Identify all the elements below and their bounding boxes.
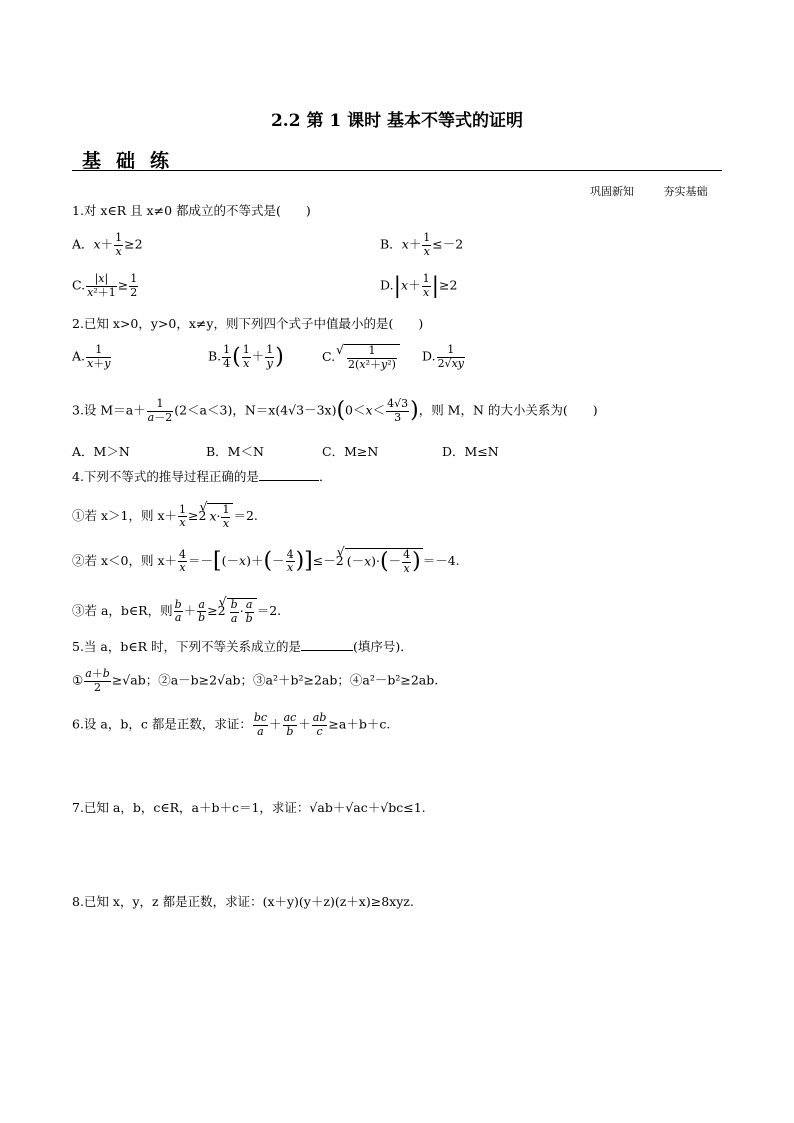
q1-c-label: C. <box>72 277 86 293</box>
q2-option-b: B. $\frac{1}{4}$ ( $\frac{1}{x}$ ＋ $\frac{1}{y}$ ) <box>208 343 284 370</box>
q5-items: ① $\frac{a+b}{2}$ ≥√ab；②a－b≥2√ab；③a²＋b²≥2ab；④a²－b²≥2ab. <box>72 667 439 694</box>
q4-stem-text: 4.下列不等式的推导过程正确的是 <box>72 469 259 484</box>
q4-item-3: ③若 a，b∈R，则 $\frac{b}{a}$ ＋ $\frac{a}{b}$ ≥2 √ $\frac{b}{a}$ · $\frac{a}{b}$ ＝2. <box>72 598 281 625</box>
q5-answer-blank[interactable] <box>301 640 353 651</box>
q3-option-d: D．M≤N <box>442 444 499 459</box>
q1-d-label: D. <box>380 277 394 293</box>
question-5-stem <box>72 640 413 654</box>
q4-item-1: ①若 x＞1，则 x＋ $\frac{1}{x}$ ≥2√ x· $\frac{1}{x}$ ＝2. <box>72 503 258 530</box>
q1-a-label: A． <box>72 236 94 252</box>
question-7-stem: 7.已知 a，b，c∈R，a＋b＋c＝1，求证：√ab＋√ac＋√bc≤1. <box>72 800 426 815</box>
tag-consolidate: 巩固新知 <box>590 185 634 198</box>
q5-items-text: ≥√ab；②a－b≥2√ab；③a²＋b²≥2ab；④a²－b²≥2ab. <box>111 672 439 688</box>
section-title: 基础练 <box>82 150 185 172</box>
q3-option-a: A．M＞N <box>72 444 130 459</box>
q3-stem-post: ，则 M，N 的大小关系为( ) <box>418 402 598 418</box>
tag-foundation: 夯实基础 <box>663 185 708 198</box>
q4-item2-pre: ②若 x＜0，则 x＋ <box>72 553 177 569</box>
section-header <box>72 146 722 171</box>
question-8-stem: 8.已知 x，y，z 都是正数，求证：(x＋y)(y＋z)(z＋x)≥8xyz. <box>72 894 414 909</box>
q2-d-label: D. <box>422 348 436 364</box>
q2-a-label: A. <box>72 348 86 364</box>
q1-option-c: C. $\frac{|x|}{\text{x²＋1}}$ ≥ $\frac{1}{2}$ <box>72 272 138 299</box>
q4-item-2: ②若 x＜0，则 x＋ $\frac{4}{x}$ ＝－[(－x)＋(－ $\frac{4}{x}$ )]≤－2√ (－x)·(－ $\frac{4}{x}$ ) ＝－4. <box>72 548 460 575</box>
q4-item3-pre: ③若 a，b∈R，则 <box>72 603 173 619</box>
q2-option-a: A. $\frac{1}{x+y}$ <box>72 343 111 370</box>
question-2-stem: 2.已知 x>0，y>0，x≠y，则下列四个式子中值最小的是( ) <box>72 316 424 331</box>
section-tags <box>590 183 708 199</box>
q2-option-c: C. √ $\frac{1}{\text{2(x²＋y²)}}$ <box>322 344 400 371</box>
q4-item1-pre: ①若 x＞1，则 x＋ <box>72 508 177 524</box>
q4-answer-blank[interactable] <box>259 470 319 481</box>
q6-stem-text: 6.设 a，b，c 都是正数，求证： <box>72 716 252 732</box>
question-6-stem: 6.设 a，b，c 都是正数，求证： $\frac{bc}{a}$ ＋ $\frac{ac}{b}$ ＋ $\frac{ab}{c}$ ≥a＋b＋c. <box>72 711 391 738</box>
page-title: 2.2 第 1 课时 基本不等式的证明 <box>270 111 524 131</box>
q2-c-label: C. <box>322 349 336 365</box>
q3-option-c: C．M≥N <box>322 444 379 459</box>
q2-b-label: B. <box>208 348 222 364</box>
q2-option-d: D. $\frac{1}{2√xy}$ <box>422 343 464 370</box>
question-1-stem: 1.对 x∈R 且 x≠0 都成立的不等式是( ) <box>72 203 311 218</box>
q5-stem-tail: (填序号)． <box>353 639 413 654</box>
q6-tail: ≥a＋b＋c. <box>328 716 391 732</box>
q3-stem-mid: (2＜a＜3)，N＝x(4√3－3x) <box>174 402 337 418</box>
q5-stem-text: 5.当 a，b∈R 时，下列不等关系成立的是 <box>72 639 301 654</box>
question-3-stem: 3.设 M＝a＋ $\frac{1}{a-2}$ (2＜a＜3)，N＝x(4√3－3x)(0＜x＜ $\frac{4√3}{3}$ )，则 M，N 的大小关系为( ) <box>72 397 598 424</box>
q1-option-a: A．x＋ $\frac{1}{x}$ ≥2 <box>72 231 143 258</box>
q1-option-d: D.|x＋ $\frac{1}{x}$ |≥2 <box>380 272 458 299</box>
q1-option-b: B．x＋ $\frac{1}{x}$ ≤－2 <box>380 231 464 258</box>
q1-b-label: B． <box>380 236 402 252</box>
q3-stem-pre: 3.设 M＝a＋ <box>72 402 146 418</box>
question-4-stem: 4.下列不等式的推导过程正确的是 ． <box>72 469 332 484</box>
q3-option-b: B．M＜N <box>206 444 264 459</box>
